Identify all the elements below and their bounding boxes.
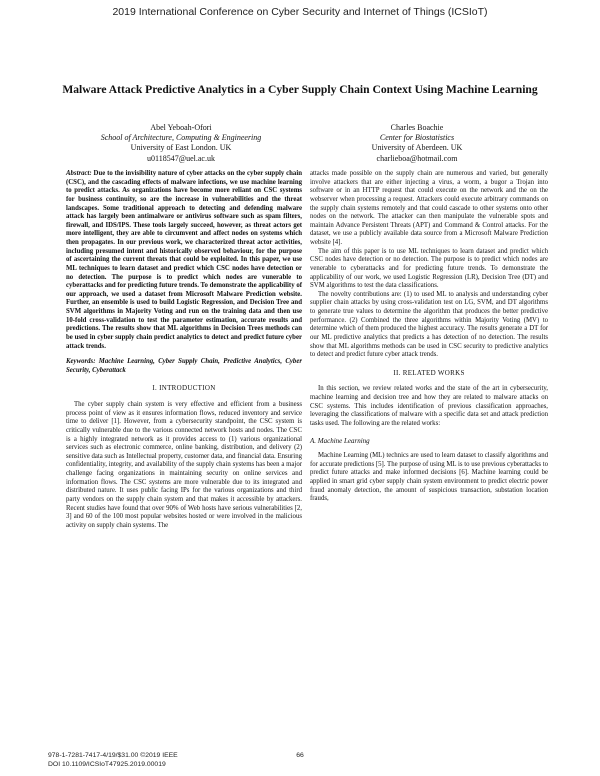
author-name: Abel Yeboah-Ofori [150,123,212,132]
introduction-paragraph: The cyber supply chain system is very effective and efficient from a business process point of view as it ensures information flows, reduced inventory and service time to deliver [1]. However, from a cybersecurity standpoint, the CSC system is critically vulnerable due to the various connected network hosts and nodes. The CSC is a highly integrated network as it provides access to (1) various organizational services such as electronic commerce, online banking, distribution, and delivery (2) sensitive data such as Intellectual property, customer data, and financial data. Ensuring confidentiality, integrity, and availability of the supply chain systems has been a major challenge facing organizations in maintaining security on online services and information flows. The CSC systems are more vulnerable due to its integrated and distributed nature. It uses public facing IPs for the various organizations and third party vendors on the supply chain system and that makes it accessible by attackers. Recent studies have found that over 90% of Web hosts have serious vulnerabilities [2, 3] and 60 of the 100 most popular websites hosted or were involved in the malicious activity on supply chain systems. The [66,401,302,529]
machine-learning-paragraph: Machine Learning (ML) technics are used to learn dataset to classify algorithms and for accurate predictions [5]. The purpose of using ML is to use previous cyberattacks to predict future attacks and make informed decisions [6]. Machine learning could be applied in smart grid cyber supply chain system environment to predict electric power fraud anomaly detection, the amount of suspicious transaction, substation location frauds, [310,452,549,503]
author-affiliation: Center for Biostatistics [379,133,455,143]
paragraph: The aim of this paper is to use ML techniques to learn dataset and predict which CSC nodes have detection or no detection. The purpose is to predict which nodes are venerable to cyberattacks and for predicting future trends. To demonstrate the applicability of our work, we used Logistic Regression (LR), Decision Tree (DT) and SVM algorithms to test the data classifications. [310,247,548,290]
left-column [66,170,302,530]
right-column [310,170,548,504]
author-affiliation: School of Architecture, Computing & Engineering [100,133,262,143]
section-heading-related-works: II. RELATED WORKS [393,368,465,377]
author-email: charlieboa@hotmail.com [376,153,458,163]
author-block-1 [66,123,296,164]
author-name: Charles Boachie [390,123,444,132]
subsection-heading-machine-learning: A. Machine Learning [310,436,370,445]
keywords: Keywords: Machine Learning, Cyber Supply Chain, Predictive Analytics, Cyber Security, Cyberattack [66,358,302,374]
paragraph: The novelty contributions are: (1) to used ML to analysis and understanding cyber supplier chain attacks by using cross-validation test on LG, SVM, and DT algorithms to generate true values to determine the algorithm that produces the better predictive performance. (2) Combined the three algorithms within Majority Voting (MV) to determine which of them produced the highest accuracy. The results generate a DT for our ML predictive analytics that predicts a has detection of no detection. The results show that ML algorithms methods can be used in CSC security to predictive analytics to detect and predict future cyber attack trends. [310,290,548,359]
footer-doi: DOI 10.1109/ICSIoT47925.2019.00019 [48,760,166,768]
paragraph: attacks made possible on the supply chain are numerous and varied, but generally involve attackers that are either injecting a virus, a worm, a bugor a Trojan into software or in an HTTP request that could execute on the network and the on the webserver when processing a request. Attackers could execute arbitrary commands on the supply chain systems remotely and that could cascade to other systems onto other nodes on the network. The attacker can then manipulate the vulnerable spots and maintain Advance Persistent Threats (APT) and Command & Control attacks. For the dataset, we use a publicly available data source from a Microsoft Malware Prediction website [4]. [310,170,548,246]
author-institution: University of Aberdeen. UK [371,143,463,153]
related-works-paragraph: In this section, we review related works and the state of the art in cybersecurity, machine learning and decision tree and how they are related to malware attacks on CSC systems. This includes identification of previous classification approaches, leveraging the classifications of malware with a specific data set and attack prediction tasks used. The following are the related works: [310,385,548,427]
footer-isbn: 978-1-7281-7417-4/19/$31.00 ©2019 IEEE [48,752,178,759]
section-heading-introduction: I. INTRODUCTION [152,384,216,393]
page-number: 66 [296,752,304,759]
abstract-text: Due to the invisibility nature of cyber attacks on the cyber supply chain (CSC), and the cascading effects of malware infections, we use machine learning to predict attacks. As organizations have become more reliant on CSC systems for business continuity, so are the increase in vulnerabilities and the threat landscapes. Some traditional approach to detecting and defending malware attack has largely been antimalware or antivirus software such as spam filters, firewall, and IDS/IPS. These tools largely succeed, however, as threat actors get more intelligent, they are able to circumvent and affect nodes on systems which then propagates. In our previous work, we characterized threat actor activities, including presumed intent and historically observed behaviour, for the purpose of ascertaining the current threats that could be exploited. In this paper, we use ML techniques to learn dataset and predict which CSC nodes have detection or no detection. The purpose is to predict which nodes are vunerable to cyberattacks and for predicting future trends. To demonstrate the applicability of our approach, we used a dataset from Microsoft Malware Prediction website. Further, an ensemble is used to build Logistic Regression, and Decision Tree and SVM algorithms in Majority Voting and run on the training data and then use 10-fold cross-validation to test the parameter estimation, accurate results and predictions. The results show that ML algorithms in Decision Trees methods can be used in cyber supply chain predict analytics to detect and predict future cyber attack trends. [66,170,302,350]
author-institution: University of East London. UK [130,143,232,153]
author-email: u0118547@uel.ac.uk [147,153,215,163]
abstract-lead: Abstract: [66,170,92,177]
conference-header: 2019 International Conference on Cyber Security and Internet of Things (ICSIoT) [112,6,488,18]
paper-title: Malware Attack Predictive Analytics in a Cyber Supply Chain Context Using Machine Learning [62,83,538,96]
abstract [66,170,302,351]
author-block-2 [302,123,532,164]
